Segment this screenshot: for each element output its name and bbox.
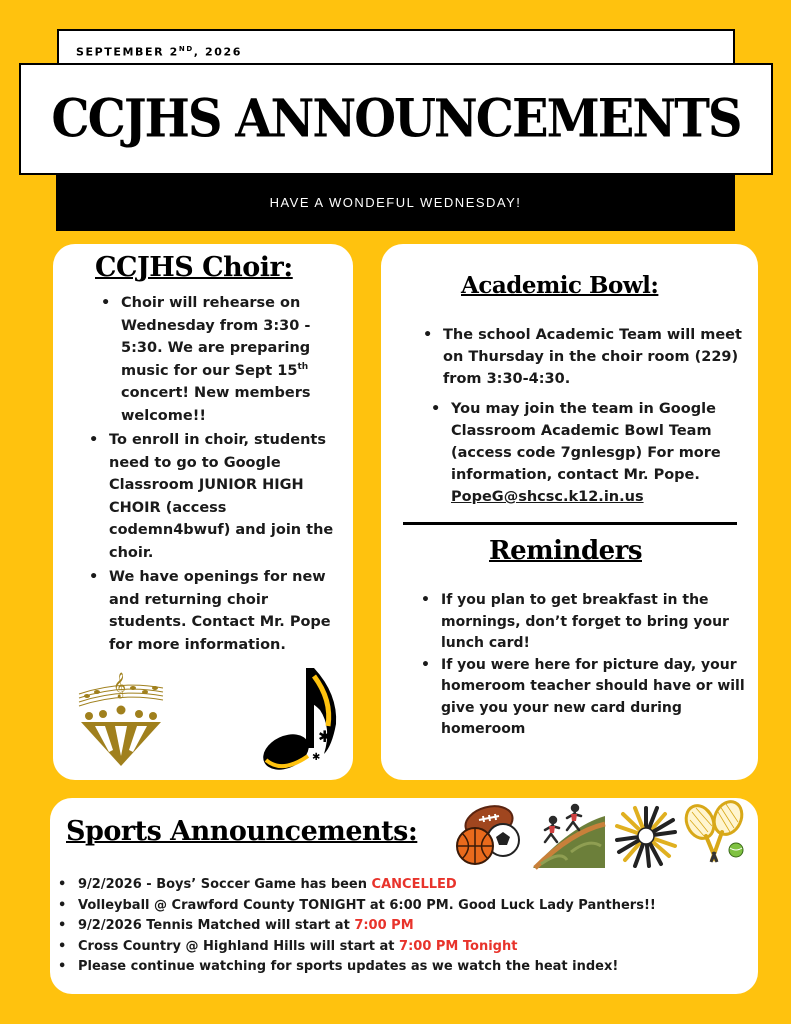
tagline: HAVE A WONDEFUL WEDNESDAY! [269,195,522,210]
tagline-bar [56,174,735,231]
svg-text:✱: ✱ [318,727,332,746]
choir-logo-icon [75,670,167,768]
pom-pom-icon [613,804,679,868]
tennis-rackets-icon [682,798,748,870]
academic-card [381,244,758,780]
academic-heading: Academic Bowl: [461,272,659,299]
cancelled-text: CANCELLED [371,877,457,892]
sports-balls-icon [453,800,525,868]
divider [403,522,737,525]
list-item: • Cross Country @ Highland Hills will start at 7:00 PM Tonight [78,937,748,958]
list-item: • If you plan to get breakfast in the mornings, don’t forget to bring your lunch card! [441,590,746,655]
list-item: • You may join the team in Google Classroom Academic Bowl Team (access code 7gnlesgp) For more information, contact Mr. Pope. PopeG@shcsc.k12.in.us [451,398,721,508]
page-title: CCJHS ANNOUNCEMENTS [51,88,741,150]
sports-card [50,798,758,994]
date-text: SEPTEMBER 2ND, 2026 [76,45,243,59]
choir-card [53,244,353,780]
sports-list [78,875,748,978]
music-note-icon [258,664,342,774]
svg-text:✱: ✱ [312,752,321,763]
list-item: • If you were here for picture day, your homeroom teacher should have or will give you your new card during homeroom [441,655,746,741]
list-item: • 9/2/2026 Tennis Matched will start at 7:00 PM [78,916,748,937]
list-item: • The school Academic Team will meet on Thursday in the choir room (229) from 3:30-4:30. [443,324,748,390]
academic-list [443,324,748,508]
sports-heading: Sports Announcements: [66,816,418,847]
reminders-heading: Reminders [489,536,642,566]
choir-list [109,292,349,658]
email-link[interactable]: PopeG@shcsc.k12.in.us [451,489,644,505]
list-item: • Choir will rehearse on Wednesday from 3:30 - 5:30. We are preparing music for our Sept 15th concert! New members welcome!! [121,292,331,427]
list-item: • We have openings for new and returning choir students. Contact Mr. Pope for more information. [109,566,349,656]
list-item: • Volleyball @ Crawford County TONIGHT at 6:00 PM. Good Luck Lady Panthers!! [78,896,748,917]
reminders-list [441,590,746,741]
choir-heading: CCJHS Choir: [95,252,293,283]
title-banner [19,63,773,175]
list-item: • To enroll in choir, students need to go to Google Classroom JUNIOR HIGH CHOIR (access codemn4bwuf) and join the choir. [109,429,349,564]
svg-text:𝄞: 𝄞 [113,673,127,698]
list-item: • 9/2/2026 - Boys’ Soccer Game has been CANCELLED [78,875,748,896]
list-item: • Please continue watching for sports updates as we watch the heat index! [78,957,748,978]
cross-country-runners-icon [531,802,607,870]
